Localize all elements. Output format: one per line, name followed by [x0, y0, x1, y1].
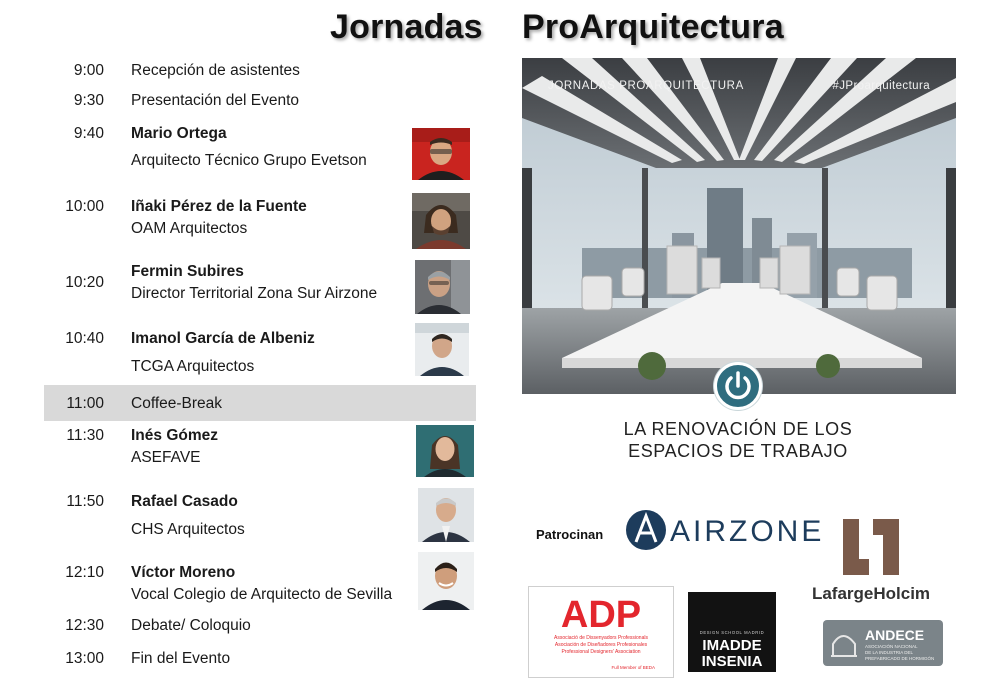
agenda-item-1300: [44, 650, 476, 672]
speaker-affiliation: Arquitecto Técnico Grupo Evetson: [131, 152, 367, 169]
airzone-logo: [622, 505, 825, 555]
speaker-name: Rafael Casado: [131, 493, 238, 510]
lafargeholcim-logo-text: LafargeHolcim: [811, 584, 931, 603]
agenda-item-1040: [44, 330, 476, 380]
speaker-affiliation: CHS Arquitectos: [131, 521, 245, 538]
speaker-affiliation: TCGA Arquitectos: [131, 358, 255, 375]
andece-line-3: PREFABRICADO DE HORMIGÓN: [865, 656, 935, 661]
speaker-photo-rafael-casado: [418, 488, 474, 542]
andece-line-2: DE LA INDUSTRIA DEL: [865, 650, 914, 655]
adp-line-1: Associació de Dissenyadors Professionals: [554, 635, 648, 641]
hero-office-image: [522, 58, 956, 394]
hero-tag-hashtag: #JProarquitectura: [832, 80, 930, 92]
speaker-name: Mario Ortega: [131, 125, 227, 142]
speaker-affiliation: Vocal Colegio de Arquitecto de Sevilla: [131, 586, 393, 603]
andece-line-1: ASOCIACIÓN NACIONAL: [865, 644, 918, 649]
agenda-time: 11:50: [66, 493, 104, 510]
agenda-item-1230: [44, 617, 476, 639]
imadde-line-2: INSENIA: [701, 653, 763, 670]
speaker-affiliation: OAM Arquitectos: [131, 220, 248, 237]
adp-member: Full Member of BEDA: [611, 665, 655, 670]
speaker-name: Iñaki Pérez de la Fuente: [131, 198, 307, 215]
agenda-time: 11:30: [66, 427, 104, 444]
agenda-time: 10:00: [65, 198, 104, 215]
agenda-item-0900: [44, 62, 476, 84]
airzone-logo-text: AIRZONE: [670, 515, 825, 548]
agenda-time: 10:40: [65, 330, 104, 347]
agenda-time: 10:20: [65, 274, 104, 291]
speaker-photo-imanol-garcia: [415, 323, 469, 376]
agenda-item-1100-coffee-break: [44, 385, 476, 421]
adp-logo: [528, 586, 674, 678]
hero-tag-title: JORNADAS PROARQUITECTURA: [548, 80, 744, 92]
adp-logo-text: ADP: [560, 594, 642, 636]
agenda-label: Recepción de asistentes: [131, 62, 300, 79]
speaker-name: Inés Gómez: [131, 427, 218, 444]
speaker-photo-mario-ortega: [412, 128, 470, 180]
power-icon: [714, 362, 762, 410]
imadde-insenia-logo: [688, 592, 776, 672]
andece-logo-text: ANDECE: [865, 627, 925, 643]
sponsors-label: Patrocinan: [536, 527, 604, 542]
agenda-time: 9:30: [73, 92, 104, 109]
agenda-time: 12:10: [65, 564, 104, 581]
event-tagline: [600, 418, 876, 462]
tagline-line-1: LA RENOVACIÓN DE LOS: [623, 419, 853, 439]
imadde-line-1: IMADDE: [702, 637, 762, 654]
imadde-top: DESIGN SCHOOL MADRID: [699, 630, 765, 635]
andece-logo: [823, 620, 943, 666]
tagline-line-2: ESPACIOS DE TRABAJO: [628, 441, 848, 461]
speaker-affiliation: Director Territorial Zona Sur Airzone: [131, 285, 378, 302]
agenda-label: Debate/ Coloquio: [131, 617, 251, 634]
speaker-photo-victor-moreno: [418, 552, 474, 610]
adp-line-2: Asociación de Diseñadores Profesionales: [554, 642, 648, 648]
speaker-photo-inaki-perez: [412, 193, 470, 249]
agenda-item-0930: [44, 92, 476, 114]
agenda-time: 9:00: [73, 62, 104, 79]
agenda-item-1210: [44, 562, 476, 612]
agenda-time: 9:40: [73, 125, 104, 142]
speaker-name: Fermin Subires: [131, 263, 244, 280]
agenda-label: Fin del Evento: [131, 650, 231, 667]
adp-line-3: Professional Designers' Association: [561, 649, 641, 655]
speaker-name: Víctor Moreno: [131, 564, 236, 581]
agenda-time: 11:00: [66, 395, 104, 412]
agenda-item-1150: [44, 491, 476, 541]
speaker-affiliation: ASEFAVE: [131, 449, 201, 466]
title-jornadas: Jornadas: [330, 8, 483, 46]
speaker-photo-ines-gomez: [416, 425, 474, 477]
lafargeholcim-logo: [796, 516, 946, 608]
agenda-item-1020: [44, 263, 476, 313]
agenda-time: 12:30: [65, 617, 104, 634]
title-proarquitectura: ProArquitectura: [522, 8, 784, 46]
agenda-label: Coffee-Break: [131, 395, 223, 412]
agenda-item-1130: [44, 425, 476, 475]
speaker-photo-fermin-subires: [415, 260, 470, 314]
agenda-label: Presentación del Evento: [131, 92, 300, 109]
speaker-name: Imanol García de Albeniz: [131, 330, 315, 347]
agenda-time: 13:00: [65, 650, 104, 667]
